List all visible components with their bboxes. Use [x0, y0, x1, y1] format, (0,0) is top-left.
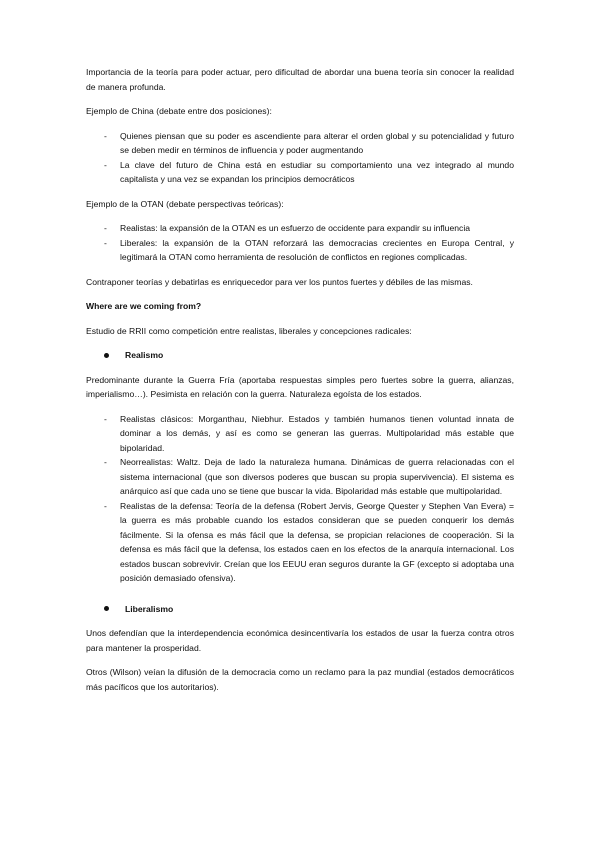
section-heading: Where are we coming from? — [86, 301, 202, 311]
liberalismo-heading — [86, 602, 514, 617]
liberalismo-title: Liberalismo — [125, 603, 174, 614]
bullet-icon — [104, 606, 109, 611]
list-item: - Realistas de la defensa: Teoría de la defensa (Robert Jervis, George Quester y Stephen Van Evera) = la guerra es más probable cuando los estados consideran que se pueden conquerir los demás fácilmente. Si la ofensa es más fácil que la defensa, se propician relaciones de cooperación. Si la defensa es más fácil que la defensa, los estados caen en los efectos de la anarquía internacional. Los estados buscan sobrevivir. Creían que los EEUU eran seguros durante la GF (excepto si adoptaba una posición demasiado ofensiva). — [86, 499, 514, 586]
realismo-list — [86, 412, 514, 586]
realismo-title: Realismo — [125, 350, 164, 360]
list-item: - Realistas: la expansión de la OTAN es un esfuerzo de occidente para expandir su influencia — [86, 221, 514, 236]
otan-heading: Ejemplo de la OTAN (debate perspectivas teóricas): — [86, 198, 284, 209]
china-heading: Ejemplo de China (debate entre dos posiciones): — [86, 106, 272, 116]
liberalismo-paragraph-1: Unos defendían que la interdependencia económica desincentivaría los estados de usar la fuerza contra otros para mantener la prosperidad. — [86, 628, 514, 653]
estudio-paragraph: Estudio de RRII como competición entre realistas, liberales y concepciones radicales: — [86, 325, 412, 336]
bullet-icon — [104, 353, 109, 358]
list-item: - Realistas clásicos: Morganthau, Niebhur. Estados y también humanos tienen voluntad innata de dominar a los demás, y así es como se generan las guerras. Multipolaridad más estable que bipolaridad. — [86, 412, 514, 456]
list-item: - La clave del futuro de China está en estudiar su comportamiento una vez integrado al mundo capitalista y una vez se expandan los principios democráticos — [86, 158, 514, 187]
china-list — [86, 129, 514, 187]
otan-list — [86, 221, 514, 265]
list-item: - Liberales: la expansión de la OTAN reforzará las democracias crecientes en Europa Central, y legitimará la OTAN como herramienta de resolución de conflictos en regiones complicadas. — [86, 236, 514, 265]
contraponer-paragraph: Contraponer teorías y debatirlas es enriquecedor para ver los puntos fuertes y débiles de las mismas. — [86, 276, 473, 287]
list-item: - Neorrealistas: Waltz. Deja de lado la naturaleza humana. Dinámicas de guerra relacionadas con el sistema internacional (que son diversos poderes que buscan su propia supervivencia). El sistema es anárquico así que cada uno se tiene que buscar la vida. Bipolaridad más estable que multipolaridad. — [86, 455, 514, 499]
intro-paragraph: Importancia de la teoría para poder actuar, pero dificultad de abordar una buena teoría sin conocer la realidad de manera profunda. — [86, 67, 514, 92]
realismo-intro: Predominante durante la Guerra Fría (aportaba respuestas simples pero fuertes sobre la guerra, alianzas, imperialismo…). Pesimista en relación con la guerra. Naturaleza egoísta de los estados. — [86, 374, 514, 399]
realismo-heading — [86, 348, 514, 363]
liberalismo-paragraph-2: Otros (Wilson) veían la difusión de la democracia como un reclamo para la paz mundial (estados democráticos más pacíficos que los autoritarios). — [86, 667, 514, 692]
list-item: - Quienes piensan que su poder es ascendiente para alterar el orden global y su potencialidad y futuro se deben medir en términos de influencia y poder augmentando — [86, 129, 514, 158]
